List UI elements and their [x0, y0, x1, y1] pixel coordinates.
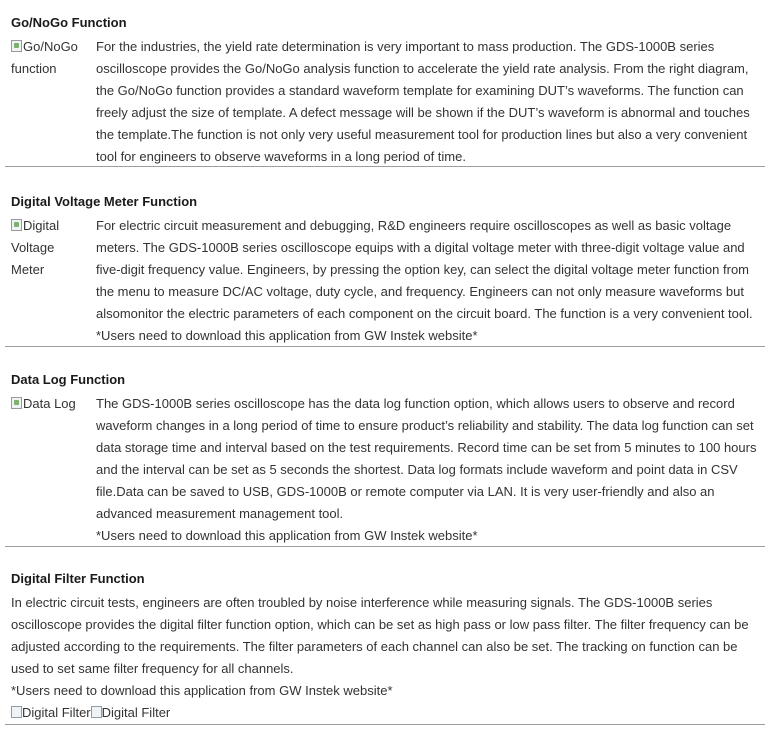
- section-body: In electric circuit tests, engineers are often troubled by noise interference while measuring signals. The GDS-1000B series oscilloscope provides the digital filter function option, which can be set as high pass or low pass filter. The filter frequency can be adjusted according to the requirements. The filter parameters of each channel can also be set. The tracking on function can be used to set same filter frequency for all channels. *Users need to download this application from GW Instek website* Digital Filter Digital Filter: [11, 592, 765, 724]
- broken-image-go-nogo: Go/NoGo function: [11, 39, 78, 76]
- broken-image-icon: [91, 706, 102, 718]
- download-note: *Users need to download this application from GW Instek website*: [96, 528, 478, 543]
- broken-image-dvm: Digital Voltage Meter: [11, 218, 60, 277]
- section-body: The GDS-1000B series oscilloscope has the data log function option, which allows users to observe and record waveform changes in a long period of time to ensure product’s reliability and stability. The data log function can set data storage time and interval based on the test requirements. Record time can be set from 5 minutes to 100 hours and the interval can be set as 5 seconds the shortest. Data log formats include waveform and point data in CSV file.Data can be saved to USB, GDS-1000B or remote computer via LAN. It is very user-friendly and also an advanced measurement management tool. *Users need to download this application from GW Instek website*: [96, 393, 764, 547]
- section-title: Data Log Function: [11, 372, 126, 387]
- section-body: For the industries, the yield rate determination is very important to mass production. The GDS-1000B series oscilloscope provides the Go/NoGo analysis function to accelerate the yield rate analysis. From the right diagram, the Go/NoGo function provides a standard waveform template for examining DUT’s waveforms. The function can freely adjust the size of template. A defect message will be shown if the DUT’s waveform is abnormal and touches the template.The function is not only very useful measurement tool for production lines but also a very convenient tool for engineers to observe waveforms in a long period of time.: [96, 39, 750, 164]
- divider: [5, 724, 765, 725]
- broken-image-digital-filter: Digital Filter: [91, 702, 171, 724]
- divider: [5, 166, 765, 167]
- section-title: Digital Voltage Meter Function: [11, 194, 198, 209]
- download-note: *Users need to download this application from GW Instek website*: [96, 328, 478, 343]
- section-body: For electric circuit measurement and debugging, R&D engineers require oscilloscopes as well as basic voltage meters. The GDS-1000B series oscilloscope equips with a digital voltage meter with three-digit voltage value and five-digit frequency value. Engineers, by pressing the option key, can select the digital voltage meter function from the menu to measure DC/AC voltage, duty cycle, and frequency. Engineers can not only measure waveforms but alsomonitor the electric parameters of each component on the circuit board. The function is a very convenient tool. *Users need to download this application from GW Instek website*: [96, 215, 764, 347]
- download-note: *Users need to download this application from GW Instek website*: [11, 683, 393, 698]
- broken-image-digital-filter: Digital Filter: [11, 702, 91, 724]
- broken-image-icon: [11, 40, 22, 52]
- divider: [5, 346, 765, 347]
- divider: [5, 546, 765, 547]
- broken-image-icon: [11, 397, 22, 409]
- section-title: Digital Filter Function: [11, 571, 145, 586]
- digital-filter-images: [11, 702, 765, 724]
- broken-image-data-log: Data Log: [11, 393, 76, 415]
- broken-image-icon: [11, 706, 22, 718]
- section-title: Go/NoGo Function: [11, 15, 127, 30]
- broken-image-icon: [11, 219, 22, 231]
